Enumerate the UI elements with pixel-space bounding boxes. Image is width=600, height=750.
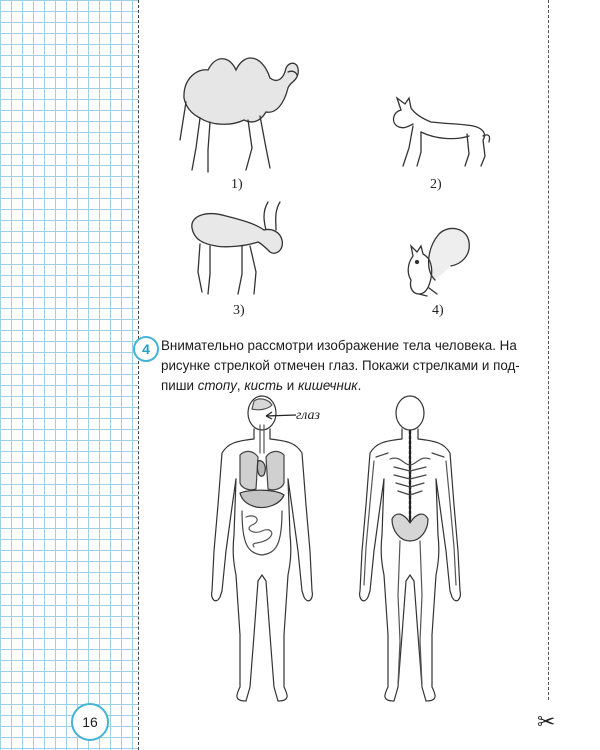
term-hand: кисть: [244, 378, 284, 393]
human-body-front-diagram: [206, 395, 321, 707]
saiga-illustration: [186, 200, 292, 300]
task-instruction: [161, 336, 539, 396]
task-number-badge: 4: [133, 336, 159, 362]
graph-paper-margin: [0, 0, 138, 750]
figure-caption-2: 2): [430, 177, 442, 192]
figure-caption-3: 3): [233, 303, 245, 318]
figure-caption-1: 1): [231, 177, 243, 192]
page-number: 16: [71, 703, 109, 741]
task-line-3-end: .: [357, 378, 362, 393]
task-line-2: рисунке стрелкой отмечен глаз. Покажи стрелками и под-: [161, 358, 520, 373]
human-body-back-diagram: [354, 395, 466, 707]
cut-line: [548, 0, 549, 700]
term-separator-2: и: [283, 378, 298, 393]
term-foot: стопу: [197, 378, 237, 393]
lynx-illustration: [387, 96, 493, 174]
margin-line: [138, 0, 139, 750]
term-separator-1: ,: [236, 378, 245, 393]
figure-caption-4: 4): [432, 303, 444, 318]
eye-pointer-arrow: [262, 410, 298, 420]
camel-illustration: [178, 48, 303, 176]
task-line-1: Внимательно рассмотри изображение тела человека. На: [161, 338, 517, 353]
scissors-icon: ✂: [537, 710, 556, 735]
squirrel-illustration: [405, 222, 475, 298]
term-intestine: кишечник: [297, 378, 358, 393]
eye-label: глаз: [296, 408, 321, 423]
task-line-3-start: пиши: [161, 378, 198, 393]
